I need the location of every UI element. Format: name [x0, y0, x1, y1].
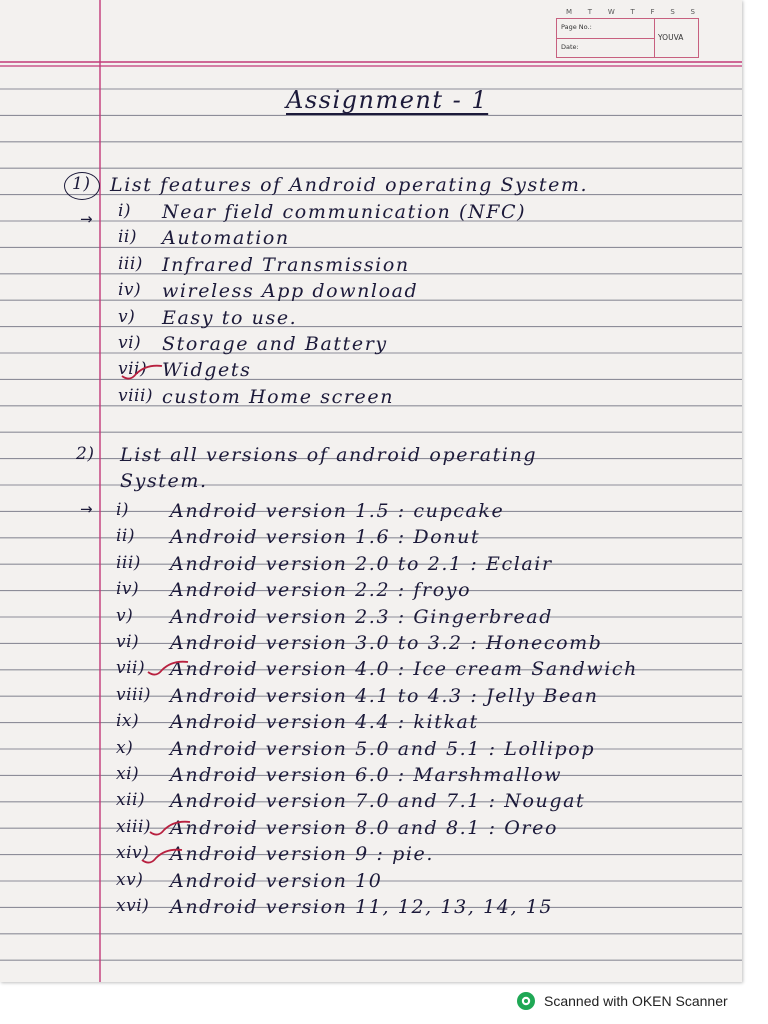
version-item-text: Android version 2.0 to 2.1 : Eclair — [170, 552, 553, 575]
check-mark-icon — [140, 846, 184, 868]
version-item-number: xvi) — [116, 896, 150, 916]
q1-question: List features of Android operating System. — [110, 174, 589, 196]
feature-item-number: vii) — [118, 359, 148, 380]
feature-item-number: iv) — [118, 280, 142, 301]
feature-item-text: custom Home screen — [162, 385, 395, 408]
arrow-icon: → — [80, 500, 93, 518]
weekday-letter: M — [566, 8, 574, 16]
version-item-number: x) — [116, 737, 134, 758]
feature-item-number: i) — [118, 201, 132, 221]
version-item-text: Android version 5.0 and 5.1 : Lollipop — [170, 737, 596, 760]
feature-item-text: Easy to use. — [162, 306, 298, 329]
page-title: Assignment - 1 — [286, 86, 489, 114]
version-item-text: Android version 2.2 : froyo — [170, 579, 472, 602]
version-item-number: xiv) — [116, 843, 150, 864]
version-item-number: iii) — [116, 552, 141, 573]
version-item-number: xii) — [116, 790, 146, 811]
check-mark-icon — [146, 658, 190, 680]
feature-item-number: viii) — [118, 385, 154, 406]
version-item-number: ix) — [116, 711, 140, 732]
weekday-letter: S — [670, 8, 676, 16]
version-item-number: i) — [116, 500, 130, 520]
weekday-letter: W — [607, 8, 616, 16]
weekday-letter: T — [587, 8, 594, 16]
version-item-text: Android version 4.4 : kitkat — [170, 711, 479, 734]
page-no-label: Page No.: — [561, 23, 592, 31]
scanner-footer-text: Scanned with OKEN Scanner — [544, 993, 728, 1009]
version-item-text: Android version 11, 12, 13, 14, 15 — [170, 896, 554, 918]
version-item-number: xv) — [116, 869, 144, 890]
arrow-icon: → — [80, 210, 93, 228]
feature-item-text: Widgets — [162, 359, 252, 382]
check-mark-icon — [148, 818, 192, 840]
weekday-letter: T — [630, 8, 636, 16]
version-item-text: Android version 1.6 : Donut — [170, 526, 481, 549]
version-item-text: Android version 4.0 : Ice cream Sandwich — [170, 658, 638, 681]
weekday-letter: F — [650, 8, 656, 16]
feature-item-text: Automation — [162, 227, 290, 250]
check-mark-icon — [120, 362, 164, 384]
weekday-letter: S — [690, 8, 696, 16]
feature-item-text: Near field communication (NFC) — [162, 201, 527, 223]
feature-item-number: ii) — [118, 227, 138, 248]
version-item-number: vi) — [116, 632, 140, 652]
feature-item-number: v) — [118, 306, 136, 327]
scanner-footer — [516, 990, 728, 1012]
version-item-text: Android version 7.0 and 7.1 : Nougat — [170, 790, 586, 813]
feature-item-text: Infrared Transmission — [162, 253, 410, 276]
version-item-text: Android version 10 — [170, 869, 383, 892]
version-item-number: vii) — [116, 658, 146, 679]
version-item-number: ii) — [116, 526, 136, 547]
feature-item-text: wireless App download — [162, 280, 419, 303]
feature-item-text: Storage and Battery — [162, 333, 388, 355]
brand-label: YOUVA — [658, 33, 684, 42]
feature-item-number: vi) — [118, 333, 142, 353]
scanner-logo-icon — [516, 991, 536, 1011]
q1-number: 1) — [72, 174, 91, 194]
version-item-number: iv) — [116, 579, 140, 600]
weekday-row — [566, 8, 696, 16]
version-item-number: v) — [116, 605, 134, 626]
version-item-text: Android version 2.3 : Gingerbread — [170, 605, 553, 628]
version-item-text: Android version 3.0 to 3.2 : Honecomb — [170, 632, 603, 654]
version-item-number: viii) — [116, 684, 152, 705]
version-item-number: xiii) — [116, 816, 152, 837]
q2-number: 2) — [76, 444, 95, 464]
date-label: Date: — [561, 43, 579, 51]
version-item-text: Android version 9 : pie. — [170, 843, 435, 866]
version-item-number: xi) — [116, 764, 140, 784]
page-date-box — [556, 18, 699, 58]
version-item-text: Android version 1.5 : cupcake — [170, 500, 505, 522]
feature-item-number: iii) — [118, 253, 143, 274]
version-item-text: Android version 6.0 : Marshmallow — [170, 764, 563, 786]
version-item-text: Android version 4.1 to 4.3 : Jelly Bean — [170, 684, 599, 707]
q2-question-line1: List all versions of android operating — [120, 444, 538, 466]
version-item-text: Android version 8.0 and 8.1 : Oreo — [170, 816, 558, 839]
q2-question-line2: System. — [120, 470, 208, 492]
